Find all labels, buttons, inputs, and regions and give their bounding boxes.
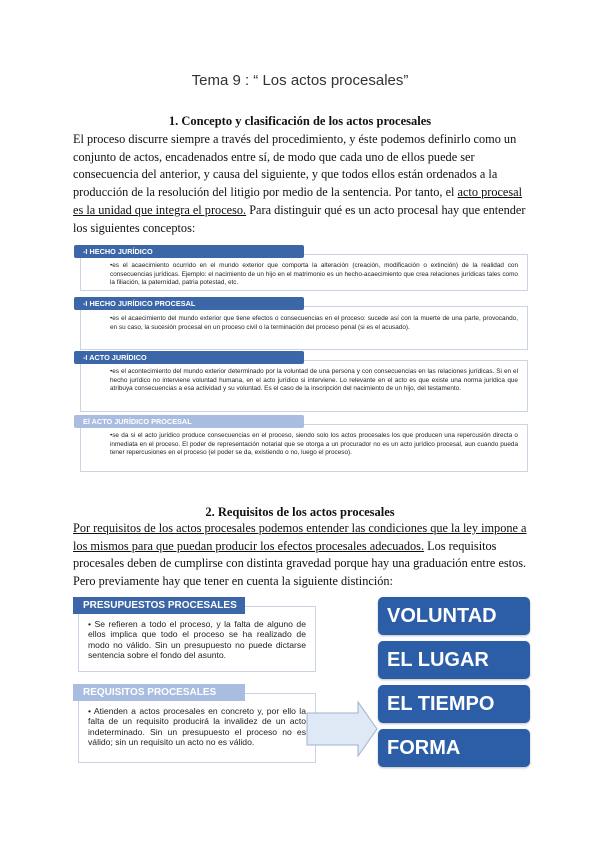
section-1-paragraph: [73, 131, 533, 237]
concept-text-3: •es el acontecimiento del mundo exterior determinado por la voluntad de una persona y con consecuencias en las relaciones jurídicas. Si en el hecho jurídico no interviene voluntad humana, en el acto jurídico si interviene. Lo relevante en el acto es que existe una norma jurídica que atribuya consecuencias a esa actividad y su voluntad. Es el caso de la inscripción del nacimiento de un hijo, del testamento.: [110, 368, 518, 393]
concept-label-2: -I HECHO JURÍDICO PROCESAL: [74, 297, 304, 310]
section-2-paragraph: [73, 520, 533, 591]
right-arrow-icon: [306, 700, 378, 758]
el-tiempo-button: EL TIEMPO: [378, 685, 530, 723]
el-lugar-button: EL LUGAR: [378, 641, 530, 679]
requisitos-label: REQUISITOS PROCESALES: [73, 684, 245, 701]
concept-label-3: -I ACTO JURÍDICO: [74, 351, 304, 364]
concept-text-2: •es el acaecimiento del mundo exterior que tiene efectos o consecuencias en el proceso: sucede así con la muerte de una parte, provocando, en su caso, la sucesión procesal en un proceso civil o la terminación del proceso penal (si es el acusado).: [110, 315, 518, 331]
voluntad-button: VOLUNTAD: [378, 597, 530, 635]
concept-label-1: -I HECHO JURÍDICO: [74, 245, 304, 258]
section-1-paragraph-b: Para distinguir qué es un acto procesal hay que entender los siguientes conceptos:: [73, 202, 526, 235]
presupuestos-text: • Se refieren a todo el proceso, y la falta de alguno de ellos implica que todo el proceso se ha realizado de modo no válido. Sin un presupuesto no puede dictarse sentencia sobre el fondo del asunto.: [88, 619, 306, 661]
page-title: Tema 9 : “ Los actos procesales”: [191, 72, 409, 89]
presupuestos-label: PRESUPUESTOS PROCESALES: [73, 597, 245, 614]
concept-text-1: •es el acaecimiento ocurrido en el mundo exterior que comporta la alteración (creación, modificación o extinción) de la realidad con consecuencias jurídicas. Ejemplo: el nacimiento de un hijo en el matrimonio es un hecho-acaecimiento que crea relaciones jurídicas tales como la filiación, la paternidad, patria potestad, etc.: [110, 262, 518, 287]
section-1-paragraph-a: El proceso discurre siempre a través del procedimiento, y éste podemos definirlo como un conjunto de actos, encadenados entre sí, de modo que cada uno de ellos puede ser consecuencia del anterior, y causa del siguiente, y que todos ellos están ordenados a la producción de la resolución del litigio por medio de la sentencia. Por tanto, el: [73, 132, 517, 200]
section-1-heading: 1. Concepto y clasificación de los actos procesales: [168, 114, 432, 128]
section-2-paragraph-underlined: Por requisitos de los actos procesales podemos entender las condiciones que la ley impone a los mismos para que puedan producir los efectos procesales adecuados.: [73, 521, 527, 553]
forma-button: FORMA: [378, 729, 530, 767]
requisitos-text: • Atienden a actos procesales en concreto y, por ello la falta de un requisito producirá la invalidez de un acto indeterminado. Sin un presupuesto el proceso no es válido; sin un requisito un acto no es válido.: [88, 706, 306, 748]
concept-label-4: El ACTO JURÍDICO PROCESAL: [74, 415, 304, 428]
concept-text-4: •se da si el acto jurídico produce consecuencias en el proceso, siendo solo los actos procesales los que producen una repercusión directa o inmediata en el proceso. El poder de representación notarial que se otorga a un procurador no es un acto jurídico procesal, aun cuando pueda tener repercusiones en el proceso (el poder se da, existiendo o no, luego el proceso).: [110, 432, 518, 457]
section-2-heading: 2. Requisitos de los actos procesales: [205, 505, 395, 519]
section-1-paragraph-underlined: acto procesal es la unidad que integra el proceso.: [73, 185, 523, 217]
section-2-paragraph-b: Los requisitos procesales deben de cumplirse con distinta gravedad porque hay una graduación entre estos. Pero previamente hay que tener en cuenta la siguiente distinción:: [73, 538, 527, 589]
